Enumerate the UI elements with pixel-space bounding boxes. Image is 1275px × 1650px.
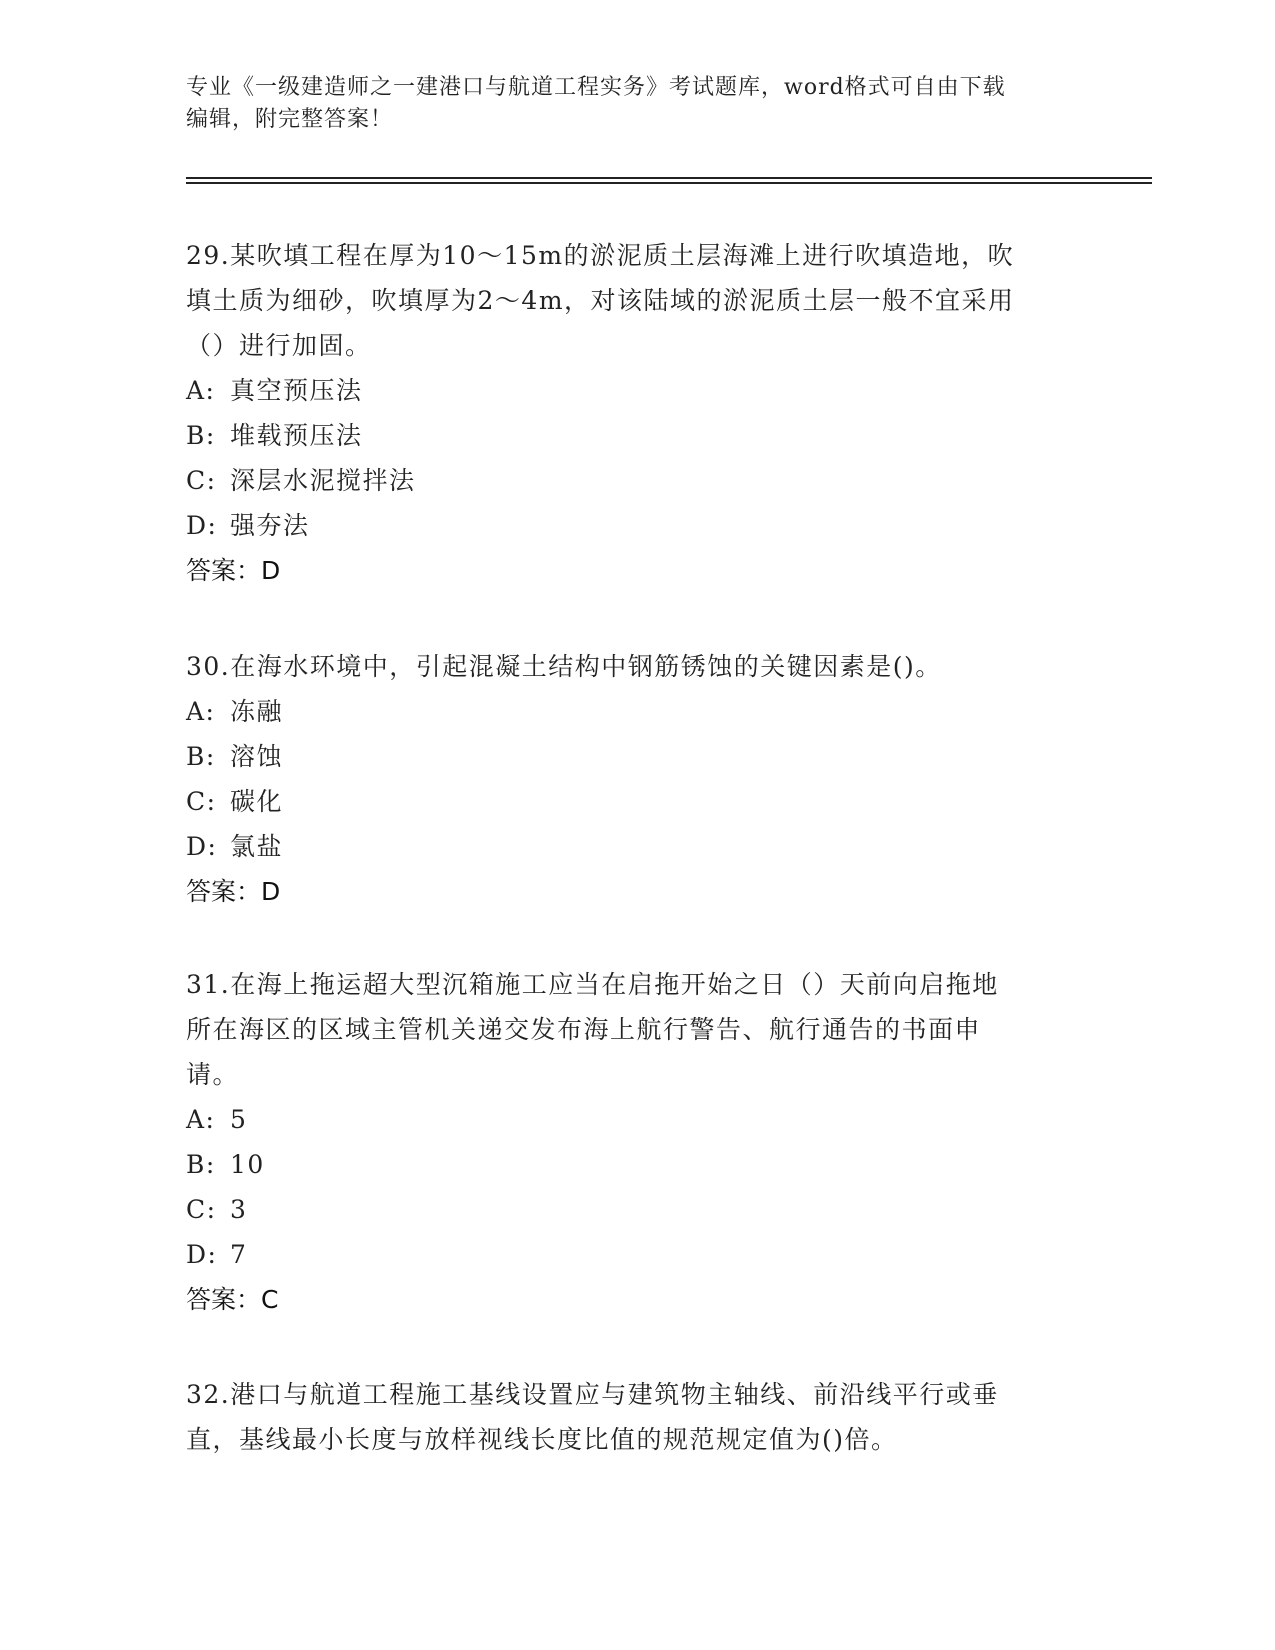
answer-line: 答案：C: [186, 1285, 279, 1314]
question-stem-line: 填土质为细砂，吹填厚为2～4m，对该陆域的淤泥质土层一般不宜采用: [186, 286, 1015, 315]
option-label: A:: [186, 1105, 216, 1134]
option-a: [186, 368, 1086, 413]
option-label: A:: [186, 697, 216, 726]
option-c: [186, 779, 1086, 824]
option-c: [186, 1187, 1086, 1232]
option-d: [186, 503, 1086, 548]
option-label: D:: [186, 511, 218, 540]
option-d: [186, 824, 1086, 869]
document-header: [186, 72, 1086, 136]
option-label: B:: [186, 1150, 216, 1179]
option-a: [186, 689, 1086, 734]
question-stem: [186, 233, 1086, 368]
option-label: B:: [186, 742, 216, 771]
option-text: 溶蚀: [230, 742, 284, 771]
option-b: [186, 734, 1086, 779]
option-text: 堆载预压法: [230, 421, 363, 450]
answer-line: 答案：D: [186, 556, 281, 585]
question-stem-line: （）进行加固。: [186, 331, 372, 360]
option-text: 碳化: [230, 787, 284, 816]
header-divider: [186, 177, 1152, 179]
question-29: [186, 233, 1086, 593]
question-32: [186, 1372, 1086, 1462]
option-label: A:: [186, 376, 216, 405]
question-31: [186, 962, 1086, 1322]
option-a: [186, 1097, 1086, 1142]
option-text: 10: [230, 1150, 265, 1179]
option-text: 深层水泥搅拌法: [230, 466, 416, 495]
option-label: B:: [186, 421, 216, 450]
option-c: [186, 458, 1086, 503]
question-stem-line: 32.港口与航道工程施工基线设置应与建筑物主轴线、前沿线平行或垂: [186, 1380, 999, 1409]
option-label: C:: [186, 787, 217, 816]
question-stem-line: 30.在海水环境中，引起混凝土结构中钢筋锈蚀的关键因素是()。: [186, 652, 942, 681]
question-30: [186, 644, 1086, 914]
answer-line: 答案：D: [186, 877, 281, 906]
option-d: [186, 1232, 1086, 1277]
option-text: 真空预压法: [230, 376, 363, 405]
option-label: C:: [186, 1195, 217, 1224]
question-stem: [186, 644, 1086, 689]
question-stem-line: 所在海区的区域主管机关递交发布海上航行警告、航行通告的书面申: [186, 1015, 982, 1044]
question-stem-line: 直，基线最小长度与放样视线长度比值的规范规定值为()倍。: [186, 1425, 898, 1454]
option-text: 强夯法: [230, 511, 310, 540]
header-line: 编辑，附完整答案！: [186, 107, 394, 132]
header-line: 专业《一级建造师之一建港口与航道工程实务》考试题库，word格式可自由下载: [186, 75, 1006, 100]
question-stem-line: 29.某吹填工程在厚为10～15m的淤泥质土层海滩上进行吹填造地，吹: [186, 241, 1015, 270]
option-text: 7: [230, 1240, 248, 1269]
option-b: [186, 413, 1086, 458]
header-divider: [186, 182, 1152, 184]
option-b: [186, 1142, 1086, 1187]
option-label: D:: [186, 1240, 218, 1269]
question-stem: [186, 962, 1086, 1097]
option-label: C:: [186, 466, 217, 495]
option-label: D:: [186, 832, 218, 861]
question-stem: [186, 1372, 1086, 1462]
option-text: 5: [230, 1105, 248, 1134]
option-text: 氯盐: [230, 832, 284, 861]
option-text: 冻融: [230, 697, 284, 726]
question-stem-line: 31.在海上拖运超大型沉箱施工应当在启拖开始之日（）天前向启拖地: [186, 970, 999, 999]
question-stem-line: 请。: [186, 1060, 240, 1089]
option-text: 3: [230, 1195, 248, 1224]
